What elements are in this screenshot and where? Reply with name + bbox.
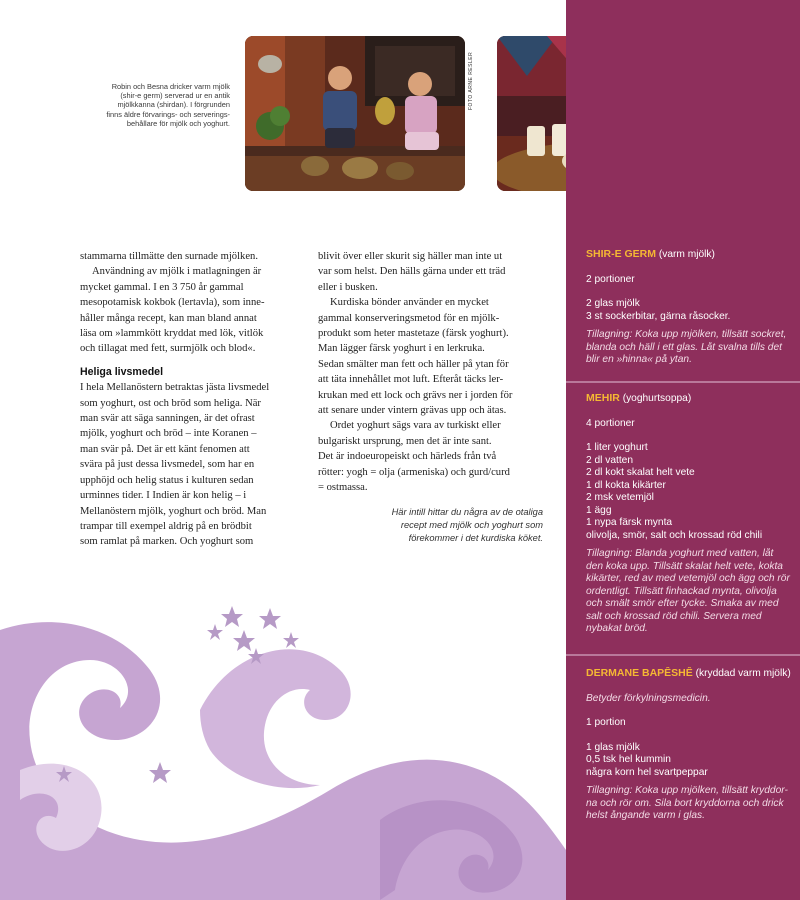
method-line: nybakat bröd. <box>586 623 648 634</box>
body-line: Sedan smälter man fett och häller på ytan för <box>318 358 509 370</box>
recipe-subtitle: (kryddad varm mjölk) <box>695 668 791 679</box>
ingredient: olivolja, smör, salt och krossad röd chili <box>586 529 763 541</box>
recipe-title: MEHIR <box>586 392 620 404</box>
recipe-title: DERMANE BAPÊSHÊ <box>586 667 693 679</box>
ingredient: 2 dl vatten <box>586 454 634 466</box>
article-column-2 <box>318 249 543 496</box>
ingredient: 0,5 tsk hel kummin <box>586 754 671 765</box>
article-column-1 <box>80 249 302 550</box>
recipe-mehir <box>586 392 800 636</box>
recipe-shir-e-germ <box>586 248 800 367</box>
body-line: Ordet yoghurt sägs vara av turkiskt eller <box>330 420 501 432</box>
recipe-sidebar <box>566 0 800 900</box>
body-line: blivit över eller skurit sig häller man inte ut <box>318 251 503 262</box>
body-line: mjölk, yoghurt och bröd – inte Koranen – <box>80 428 257 440</box>
photo-caption <box>60 82 230 128</box>
method-line: Tillagning: Koka upp mjölken, tillsätt sockret, <box>586 329 787 340</box>
body-line: upphöjd och helig status i kulturen sedan <box>80 474 254 486</box>
intro-line: förekommer i det kurdiska köket. <box>408 533 543 543</box>
body-line: Man lägger färsk yoghurt i en lerkruka. <box>318 343 485 355</box>
body-line: bulgariskt ursprung, men det är inte sant. <box>318 435 492 447</box>
ingredient: 2 glas mjölk <box>586 298 640 309</box>
photo-children-drinking-milk <box>245 36 465 191</box>
body-line: som yoghurt, ost och bröd som heliga. När <box>80 397 261 409</box>
caption-line: finns äldre förvarings- och serverings- <box>106 109 230 119</box>
recipe-divider <box>566 654 800 656</box>
intro-line: Här intill hittar du några av de otaliga <box>391 507 543 517</box>
recipe-portions: 2 portioner <box>586 273 635 285</box>
method-line: Tillagning: Blanda yoghurt med vatten, låt <box>586 548 774 559</box>
body-line: håller många recept, kan man bland annat <box>80 312 257 324</box>
method-line: ordentligt. Tillsätt finhackad mynta, olivolja <box>586 585 777 597</box>
body-line: Det är indoeuropeiskt och härleds från två <box>318 451 497 463</box>
ingredient: 1 dl kokta kikärter <box>586 479 666 491</box>
body-line: urminnes tider. I Indien är kon helig – i <box>80 490 247 502</box>
body-line: Användning av mjölk i matlagningen är <box>92 266 262 278</box>
intro-line: recept med mjölk och yoghurt som <box>400 520 543 530</box>
method-line: helst ångande varm i glas. <box>586 810 705 821</box>
method-line: salt och krossad röd chili. Servera med <box>586 610 762 622</box>
recipe-title: SHIR-E GERM <box>586 248 657 260</box>
body-line: läsa om »lammkött kryddat med lök, vitlök <box>80 328 264 340</box>
recipe-tagline: Betyder förkylningsmedicin. <box>586 692 711 704</box>
body-line: eller i busken. <box>318 281 378 293</box>
body-line: som ramlat på marken. Och yoghurt som <box>80 536 254 548</box>
ingredient: några korn hel svartpeppar <box>586 766 708 778</box>
body-line: Kurdiska bönder använder en mycket <box>330 297 489 309</box>
body-line: man svär på. Det är ett känt fenomen att <box>80 443 250 455</box>
recipe-portions: 4 portioner <box>586 417 635 429</box>
caption-line: mjölkkanna (shirdan). I förgrunden <box>117 100 230 110</box>
recipe-intro <box>330 506 543 545</box>
body-line: och tillagat med fett, surmjölk och blod«. <box>80 343 256 355</box>
ingredient: 2 dl kokt skalat helt vete <box>586 467 695 478</box>
body-line: = ostmassa. <box>318 482 368 494</box>
caption-line: (shir-e germ) serverad ur en antik <box>120 91 230 101</box>
method-line: och smält smör efter tycke. Smaka av med <box>586 598 779 609</box>
recipe-portions: 1 portion <box>586 717 626 728</box>
body-line: krukan med ett lock och grävs ner i jorden för <box>318 389 513 401</box>
ingredient: 1 glas mjölk <box>586 741 640 753</box>
ingredient: 1 nypa färsk mynta <box>586 517 673 528</box>
body-line: Mellanöstern mjölk, yoghurt och bröd. Man <box>80 505 267 517</box>
body-line: mesopotamisk kokbok (lertavla), som inne- <box>80 297 265 309</box>
ingredient: 1 ägg <box>586 504 612 516</box>
method-line: blir en »hinna« på ytan. <box>586 354 692 365</box>
swirl-ornament <box>0 590 566 900</box>
body-line: rötter: yogh = olja (armeniska) och gurd/curd <box>318 466 510 478</box>
body-line: att täta innehållet mot luft. Efteråt täcks ler- <box>318 374 504 386</box>
caption-line: Robin och Besna dricker varm mjölk <box>111 82 230 91</box>
method-line: Tillagning: Koka upp mjölken, tillsätt kryddor- <box>586 785 788 796</box>
method-line: kikärter, red av med vetemjöl och ägg och rör <box>586 573 790 584</box>
method-line: na och rör om. Sila bort kryddorna och drick <box>586 797 784 809</box>
body-line: stammarna tillmätte den surnade mjölken. <box>80 251 258 262</box>
body-line: produkt som heter mastetaze (färsk yoghurt). <box>318 328 509 340</box>
ingredient: 1 liter yoghurt <box>586 442 648 453</box>
recipe-dermane-bapeshe <box>586 667 800 823</box>
body-line: att senare under vintern grävas upp och ätas. <box>318 405 507 417</box>
section-heading: Heliga livsmedel <box>80 365 164 378</box>
recipe-subtitle: (varm mjölk) <box>658 249 715 260</box>
body-line: mycket gammal. I en 3 750 år gammal <box>80 281 244 293</box>
body-line: gammal konserveringsmetod för en mjölk- <box>318 312 500 324</box>
ingredient: 2 msk vetemjöl <box>586 492 654 503</box>
body-line: var som helst. Den hälls gärna under ett träd <box>318 266 506 278</box>
body-line: I hela Mellanöstern betraktas jästa livsmedel <box>80 382 270 394</box>
ingredient: 3 st sockerbitar, gärna råsocker. <box>586 310 731 322</box>
recipe-divider <box>566 381 800 383</box>
caption-line: behållare för mjölk och yoghurt. <box>126 118 230 128</box>
recipe-subtitle: (yoghurtsoppa) <box>622 393 692 404</box>
method-line: den koka upp. Tillsätt skalat helt vete, kokta <box>586 560 783 572</box>
method-line: blanda och häll i ett glas. Låt svalna tills det <box>586 341 782 353</box>
body-line: svära på just dessa livsmedel, som har en <box>80 459 255 471</box>
photo-credit: FOTO ARNE RESLER <box>468 51 474 110</box>
body-line: man svär att säga sanningen, är det ofrast <box>80 413 255 425</box>
body-line: trampar till exempel aldrig på en brödbit <box>80 520 252 532</box>
